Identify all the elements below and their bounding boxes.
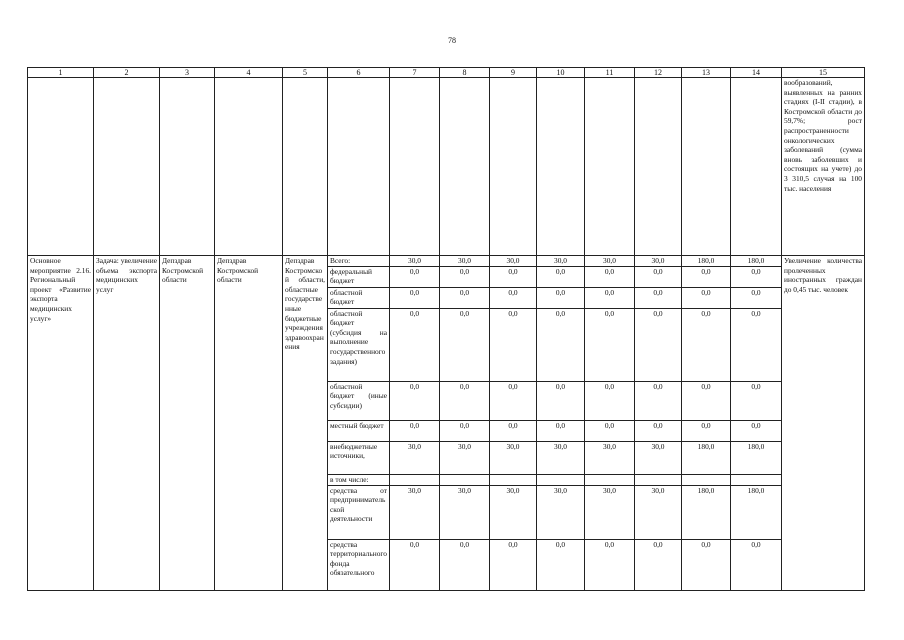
column-number: 2 (94, 68, 160, 78)
funding-value: 180,0 (682, 485, 731, 539)
funding-value: 30,0 (585, 485, 635, 539)
column-number: 4 (215, 68, 283, 78)
funding-value: 0,0 (731, 420, 782, 441)
column-number: 11 (585, 68, 635, 78)
funding-value: 0,0 (537, 381, 585, 420)
funding-source-label: средства от предпринимательской деятельности (328, 485, 390, 539)
funding-source-label: Всего: (328, 256, 390, 267)
funding-value: 30,0 (390, 441, 440, 474)
funding-value: 0,0 (585, 381, 635, 420)
funding-value: 30,0 (390, 256, 440, 267)
funding-value: 0,0 (537, 539, 585, 590)
funding-table (27, 67, 865, 591)
funding-source-label: областной бюджет (328, 287, 390, 308)
column-number: 12 (635, 68, 682, 78)
funding-value: 180,0 (731, 256, 782, 267)
funding-value: 0,0 (490, 266, 537, 287)
funding-value: 0,0 (635, 381, 682, 420)
funding-source-label: областной бюджет (субсидия на выполнение государственного задания) (328, 308, 390, 381)
funding-value (390, 474, 440, 485)
funding-value: 0,0 (537, 287, 585, 308)
column-number: 5 (283, 68, 328, 78)
funding-value: 0,0 (440, 287, 490, 308)
funding-value: 0,0 (440, 381, 490, 420)
funding-value: 30,0 (585, 256, 635, 267)
funding-value: 0,0 (682, 308, 731, 381)
column-number: 7 (390, 68, 440, 78)
funding-value: 0,0 (537, 308, 585, 381)
funding-value: 0,0 (490, 308, 537, 381)
funding-value: 30,0 (490, 441, 537, 474)
funding-value: 0,0 (440, 539, 490, 590)
column-number: 6 (328, 68, 390, 78)
funding-value: 30,0 (585, 441, 635, 474)
funding-value: 0,0 (682, 381, 731, 420)
funding-value: 180,0 (682, 256, 731, 267)
funding-value (731, 474, 782, 485)
funding-value: 30,0 (537, 485, 585, 539)
funding-value: 0,0 (585, 420, 635, 441)
funding-value: 30,0 (440, 485, 490, 539)
funding-value: 0,0 (682, 420, 731, 441)
column-number: 10 (537, 68, 585, 78)
funding-value: 0,0 (635, 308, 682, 381)
funding-value: 30,0 (490, 256, 537, 267)
funding-value: 30,0 (537, 256, 585, 267)
funding-value: 30,0 (635, 485, 682, 539)
funding-value: 0,0 (440, 308, 490, 381)
funding-value (537, 474, 585, 485)
coexecutor: Депздрав Костромской области (215, 256, 283, 591)
funding-value: 0,0 (390, 381, 440, 420)
column-number: 13 (682, 68, 731, 78)
funding-value (682, 474, 731, 485)
funding-value: 0,0 (585, 266, 635, 287)
continuation-row (28, 78, 865, 256)
funding-source-label: местный бюджет (328, 420, 390, 441)
funding-value: 0,0 (490, 287, 537, 308)
column-number: 1 (28, 68, 94, 78)
funding-value: 0,0 (440, 420, 490, 441)
column-number: 9 (490, 68, 537, 78)
funding-value: 30,0 (490, 485, 537, 539)
funding-value: 30,0 (537, 441, 585, 474)
funding-value: 0,0 (537, 420, 585, 441)
funding-source-label: внебюджетные источники, (328, 441, 390, 474)
funding-value: 0,0 (490, 381, 537, 420)
column-number: 3 (160, 68, 215, 78)
funding-value: 30,0 (635, 256, 682, 267)
funding-value: 0,0 (490, 539, 537, 590)
funding-value: 180,0 (682, 441, 731, 474)
funding-value: 0,0 (731, 287, 782, 308)
funding-source-label: областной бюджет (иные субсидии) (328, 381, 390, 420)
funding-value: 0,0 (731, 539, 782, 590)
responsible-executor: Депздрав Костромской области (160, 256, 215, 591)
funding-value: 0,0 (635, 266, 682, 287)
funding-value: 180,0 (731, 485, 782, 539)
funding-value (490, 474, 537, 485)
funding-value: 0,0 (731, 381, 782, 420)
column-number: 15 (782, 68, 865, 78)
funding-value: 0,0 (682, 539, 731, 590)
event-name: Основное мероприятие 2.16. Региональный проект «Развитие экспорта медицинских услуг» (28, 256, 94, 591)
funding-value: 0,0 (585, 287, 635, 308)
page-number: 78 (448, 36, 456, 45)
funding-value: 0,0 (682, 266, 731, 287)
funding-value: 30,0 (390, 485, 440, 539)
funding-value: 0,0 (537, 266, 585, 287)
funding-value: 30,0 (635, 441, 682, 474)
funding-value: 0,0 (635, 420, 682, 441)
funding-value: 0,0 (731, 308, 782, 381)
column-number-row (28, 68, 865, 78)
funding-value: 0,0 (682, 287, 731, 308)
funding-value: 30,0 (440, 256, 490, 267)
funding-value: 180,0 (731, 441, 782, 474)
funding-value: 0,0 (731, 266, 782, 287)
funding-row (28, 256, 865, 267)
funding-value: 0,0 (635, 539, 682, 590)
funding-value (440, 474, 490, 485)
funding-value (585, 474, 635, 485)
column-number: 14 (731, 68, 782, 78)
funding-value: 30,0 (440, 441, 490, 474)
participants: Депздрав Костромской области, областные государственные бюджетные учреждения здравоохранения (283, 256, 328, 591)
funding-value: 0,0 (390, 287, 440, 308)
funding-value: 0,0 (635, 287, 682, 308)
funding-source-label: федеральный бюджет (328, 266, 390, 287)
funding-value: 0,0 (585, 539, 635, 590)
expected-result: Увеличение количества пролеченных иностранных граждан до 0,45 тыс. человек (782, 256, 865, 591)
continued-result-text: вообразований, выявленных на ранних стадиях (I-II стадии), в Костромской области до 59,7%; рост распространенности онкологических заболеваний (сумма вновь заболевших и состоящих на учете) до 3 310,5 случая на 100 тыс. населения (782, 78, 865, 256)
funding-value: 0,0 (390, 308, 440, 381)
funding-value: 0,0 (390, 539, 440, 590)
funding-value: 0,0 (390, 420, 440, 441)
funding-value: 0,0 (490, 420, 537, 441)
funding-value: 0,0 (585, 308, 635, 381)
funding-source-label: в том числе: (328, 474, 390, 485)
funding-source-label: средства территориального фонда обязательного (328, 539, 390, 590)
funding-value: 0,0 (440, 266, 490, 287)
task-name: Задача: увеличение объема экспорта медицинских услуг (94, 256, 160, 591)
funding-value: 0,0 (390, 266, 440, 287)
column-number: 8 (440, 68, 490, 78)
funding-value (635, 474, 682, 485)
